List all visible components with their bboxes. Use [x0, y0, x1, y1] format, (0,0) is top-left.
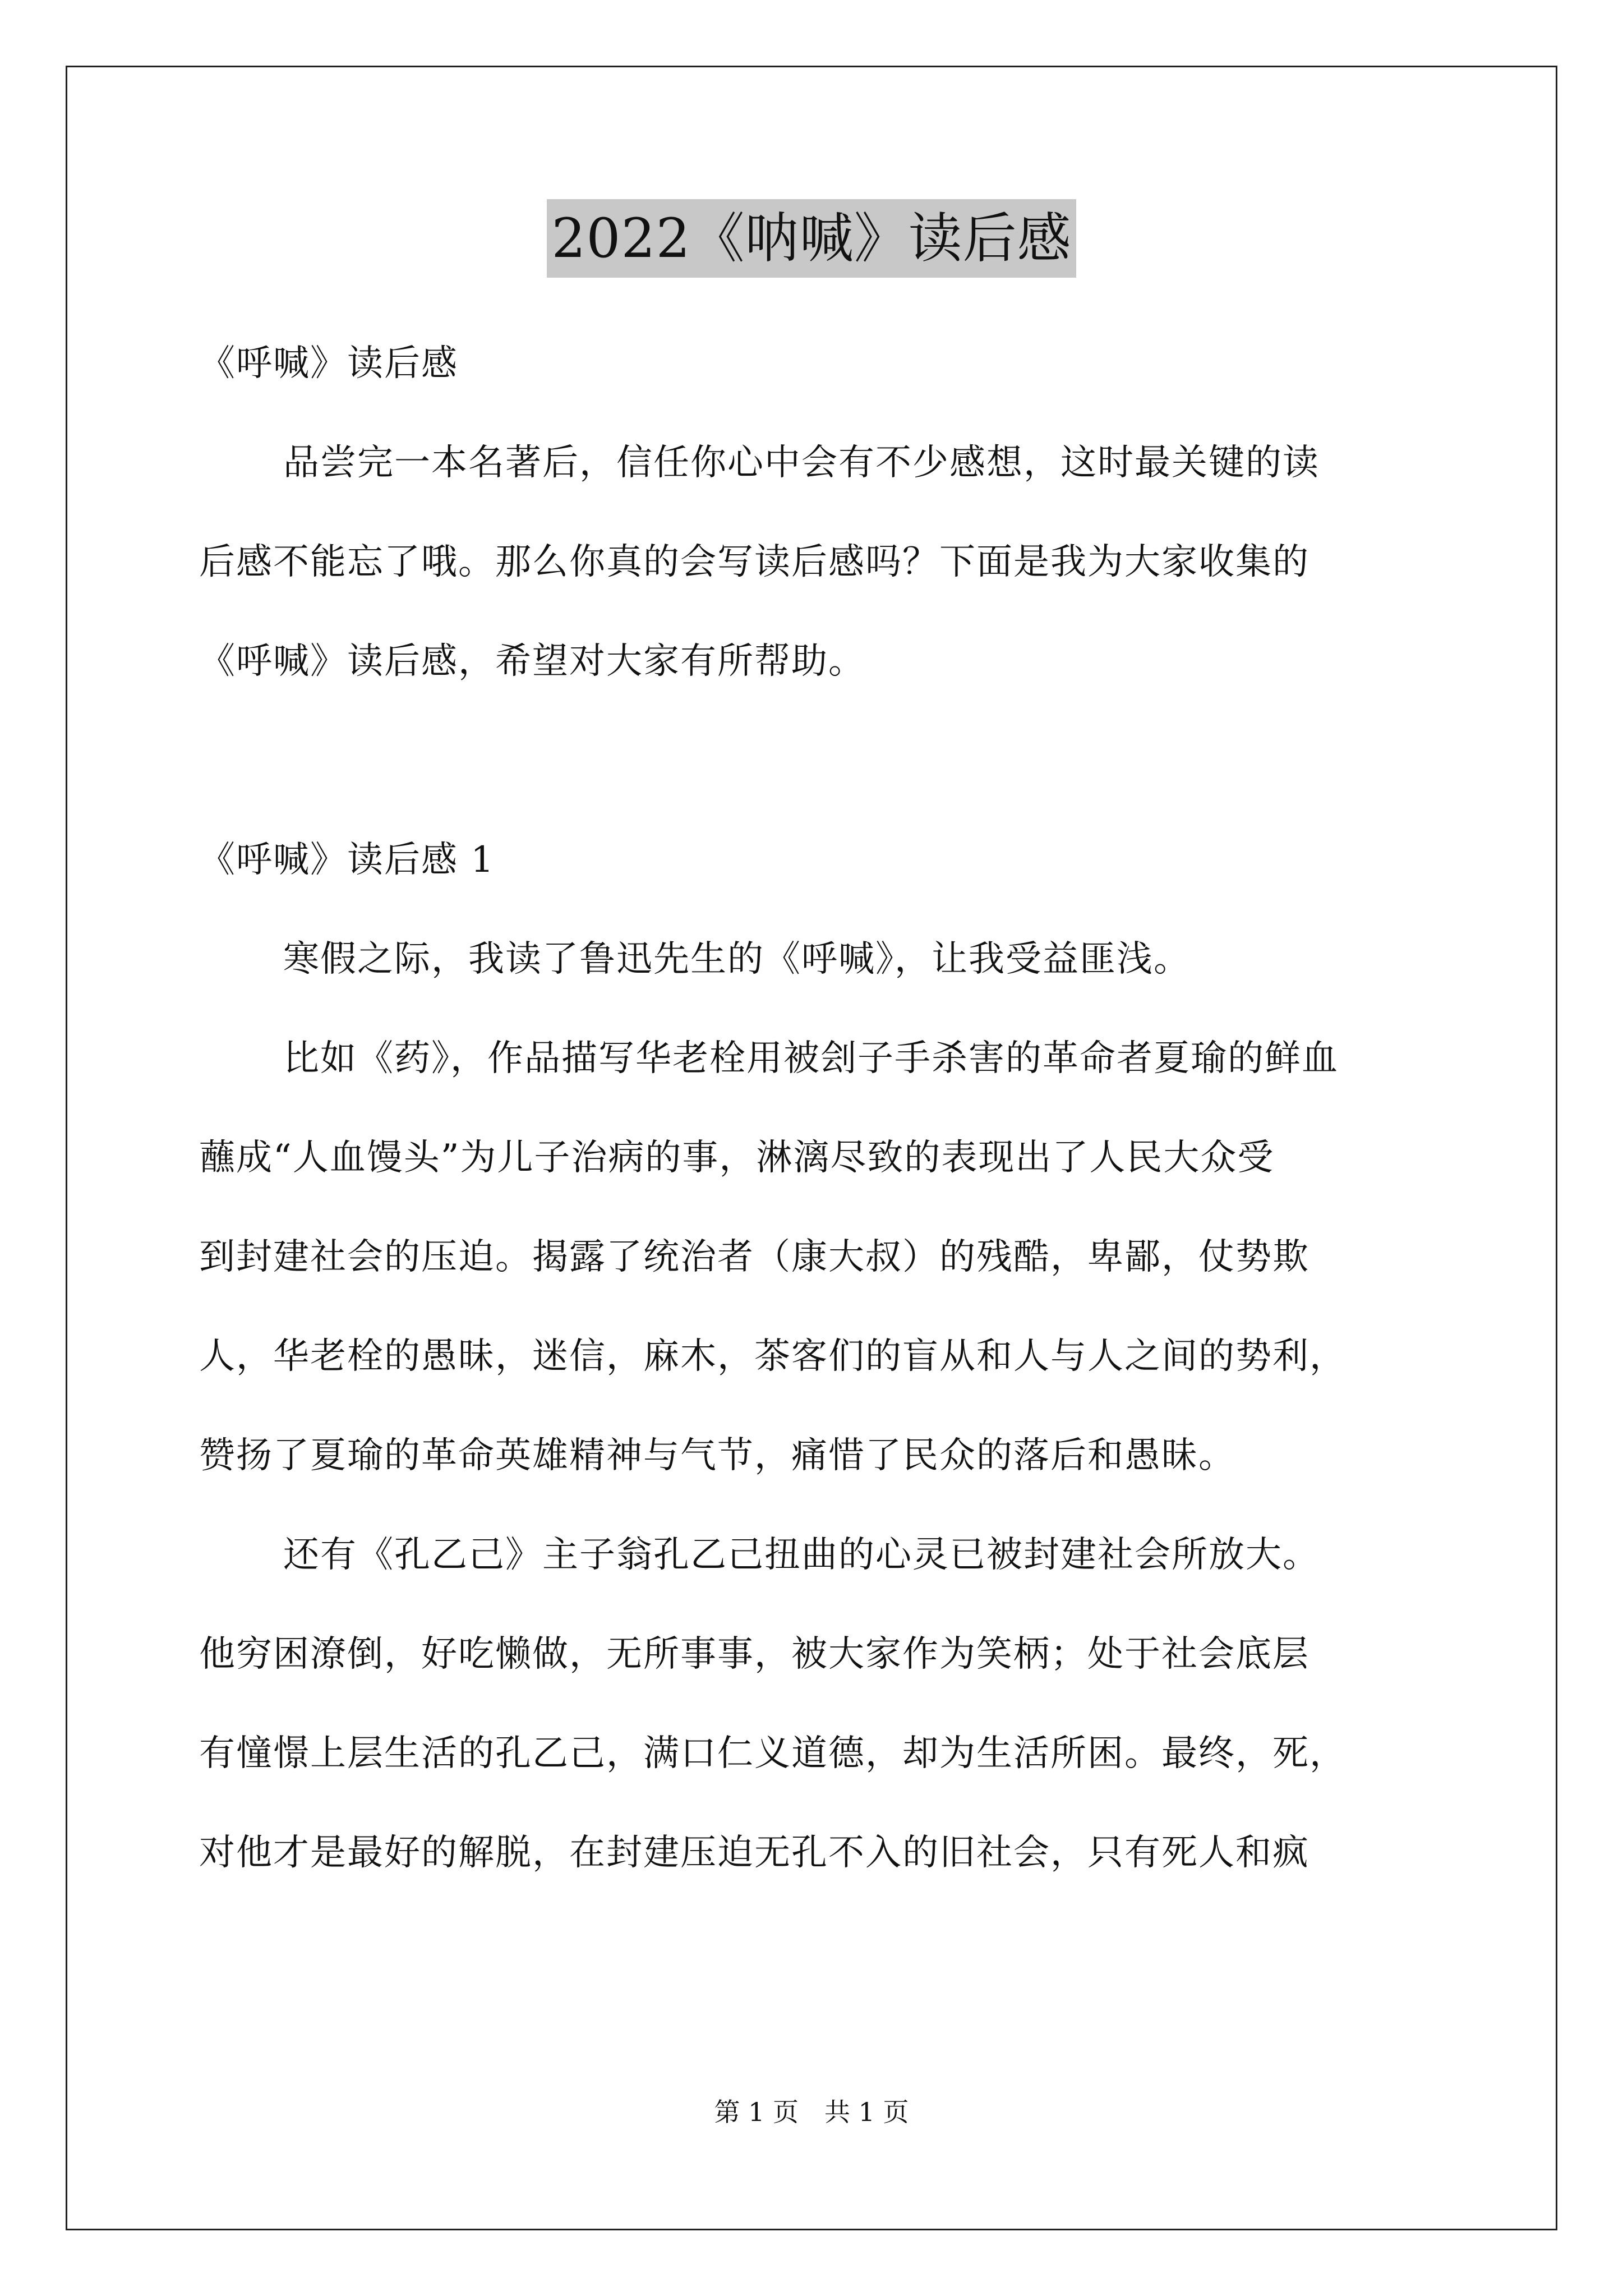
intro-line: 后感不能忘了哦。那么你真的会写读后感吗？下面是我为大家收集的	[199, 541, 1310, 583]
intro-line: 《呼喊》读后感，希望对大家有所帮助。	[199, 641, 865, 682]
body-line: 寒假之际，我读了鲁迅先生的《呼喊》，让我受益匪浅。	[283, 938, 1191, 980]
page-footer: 第 1 页 共 1 页	[714, 2097, 909, 2127]
body-line: 赞扬了夏瑜的革命英雄精神与气节，痛惜了民众的落后和愚昧。	[199, 1435, 1235, 1476]
body-line: 比如《药》，作品描写华老栓用被刽子手杀害的革命者夏瑜的鲜血	[283, 1038, 1339, 1079]
title-container	[0, 199, 1623, 278]
body-line: 还有《孔乙己》主子翁孔乙己扭曲的心灵已被封建社会所放大。	[283, 1534, 1320, 1576]
paragraph-gap	[199, 711, 1433, 811]
document-body	[199, 314, 1433, 1903]
body-line: 蘸成“人血馒头”为儿子治病的事，淋漓尽致的表现出了人民大众受	[199, 1137, 1275, 1179]
section-heading: 《呼喊》读后感 1	[199, 839, 495, 881]
intro-line: 品尝完一本名著后，信任你心中会有不少感想，这时最关键的读	[283, 442, 1320, 484]
body-line: 他穷困潦倒，好吃懒做，无所事事，被大家作为笑柄；处于社会底层	[199, 1634, 1310, 1675]
body-line: 对他才是最好的解脱，在封建压迫无孔不入的旧社会，只有死人和疯	[199, 1832, 1310, 1874]
intro-heading: 《呼喊》读后感	[199, 343, 458, 384]
document-title: 2022《呐喊》读后感	[547, 199, 1076, 278]
body-line: 有憧憬上层生活的孔乙己，满口仁义道德，却为生活所困。最终，死，	[199, 1733, 1347, 1774]
body-line: 到封建社会的压迫。揭露了统治者（康大叔）的残酷，卑鄙，仗势欺	[199, 1236, 1310, 1278]
body-line: 人，华老栓的愚昧，迷信，麻木，茶客们的盲从和人与人之间的势利，	[199, 1336, 1347, 1377]
